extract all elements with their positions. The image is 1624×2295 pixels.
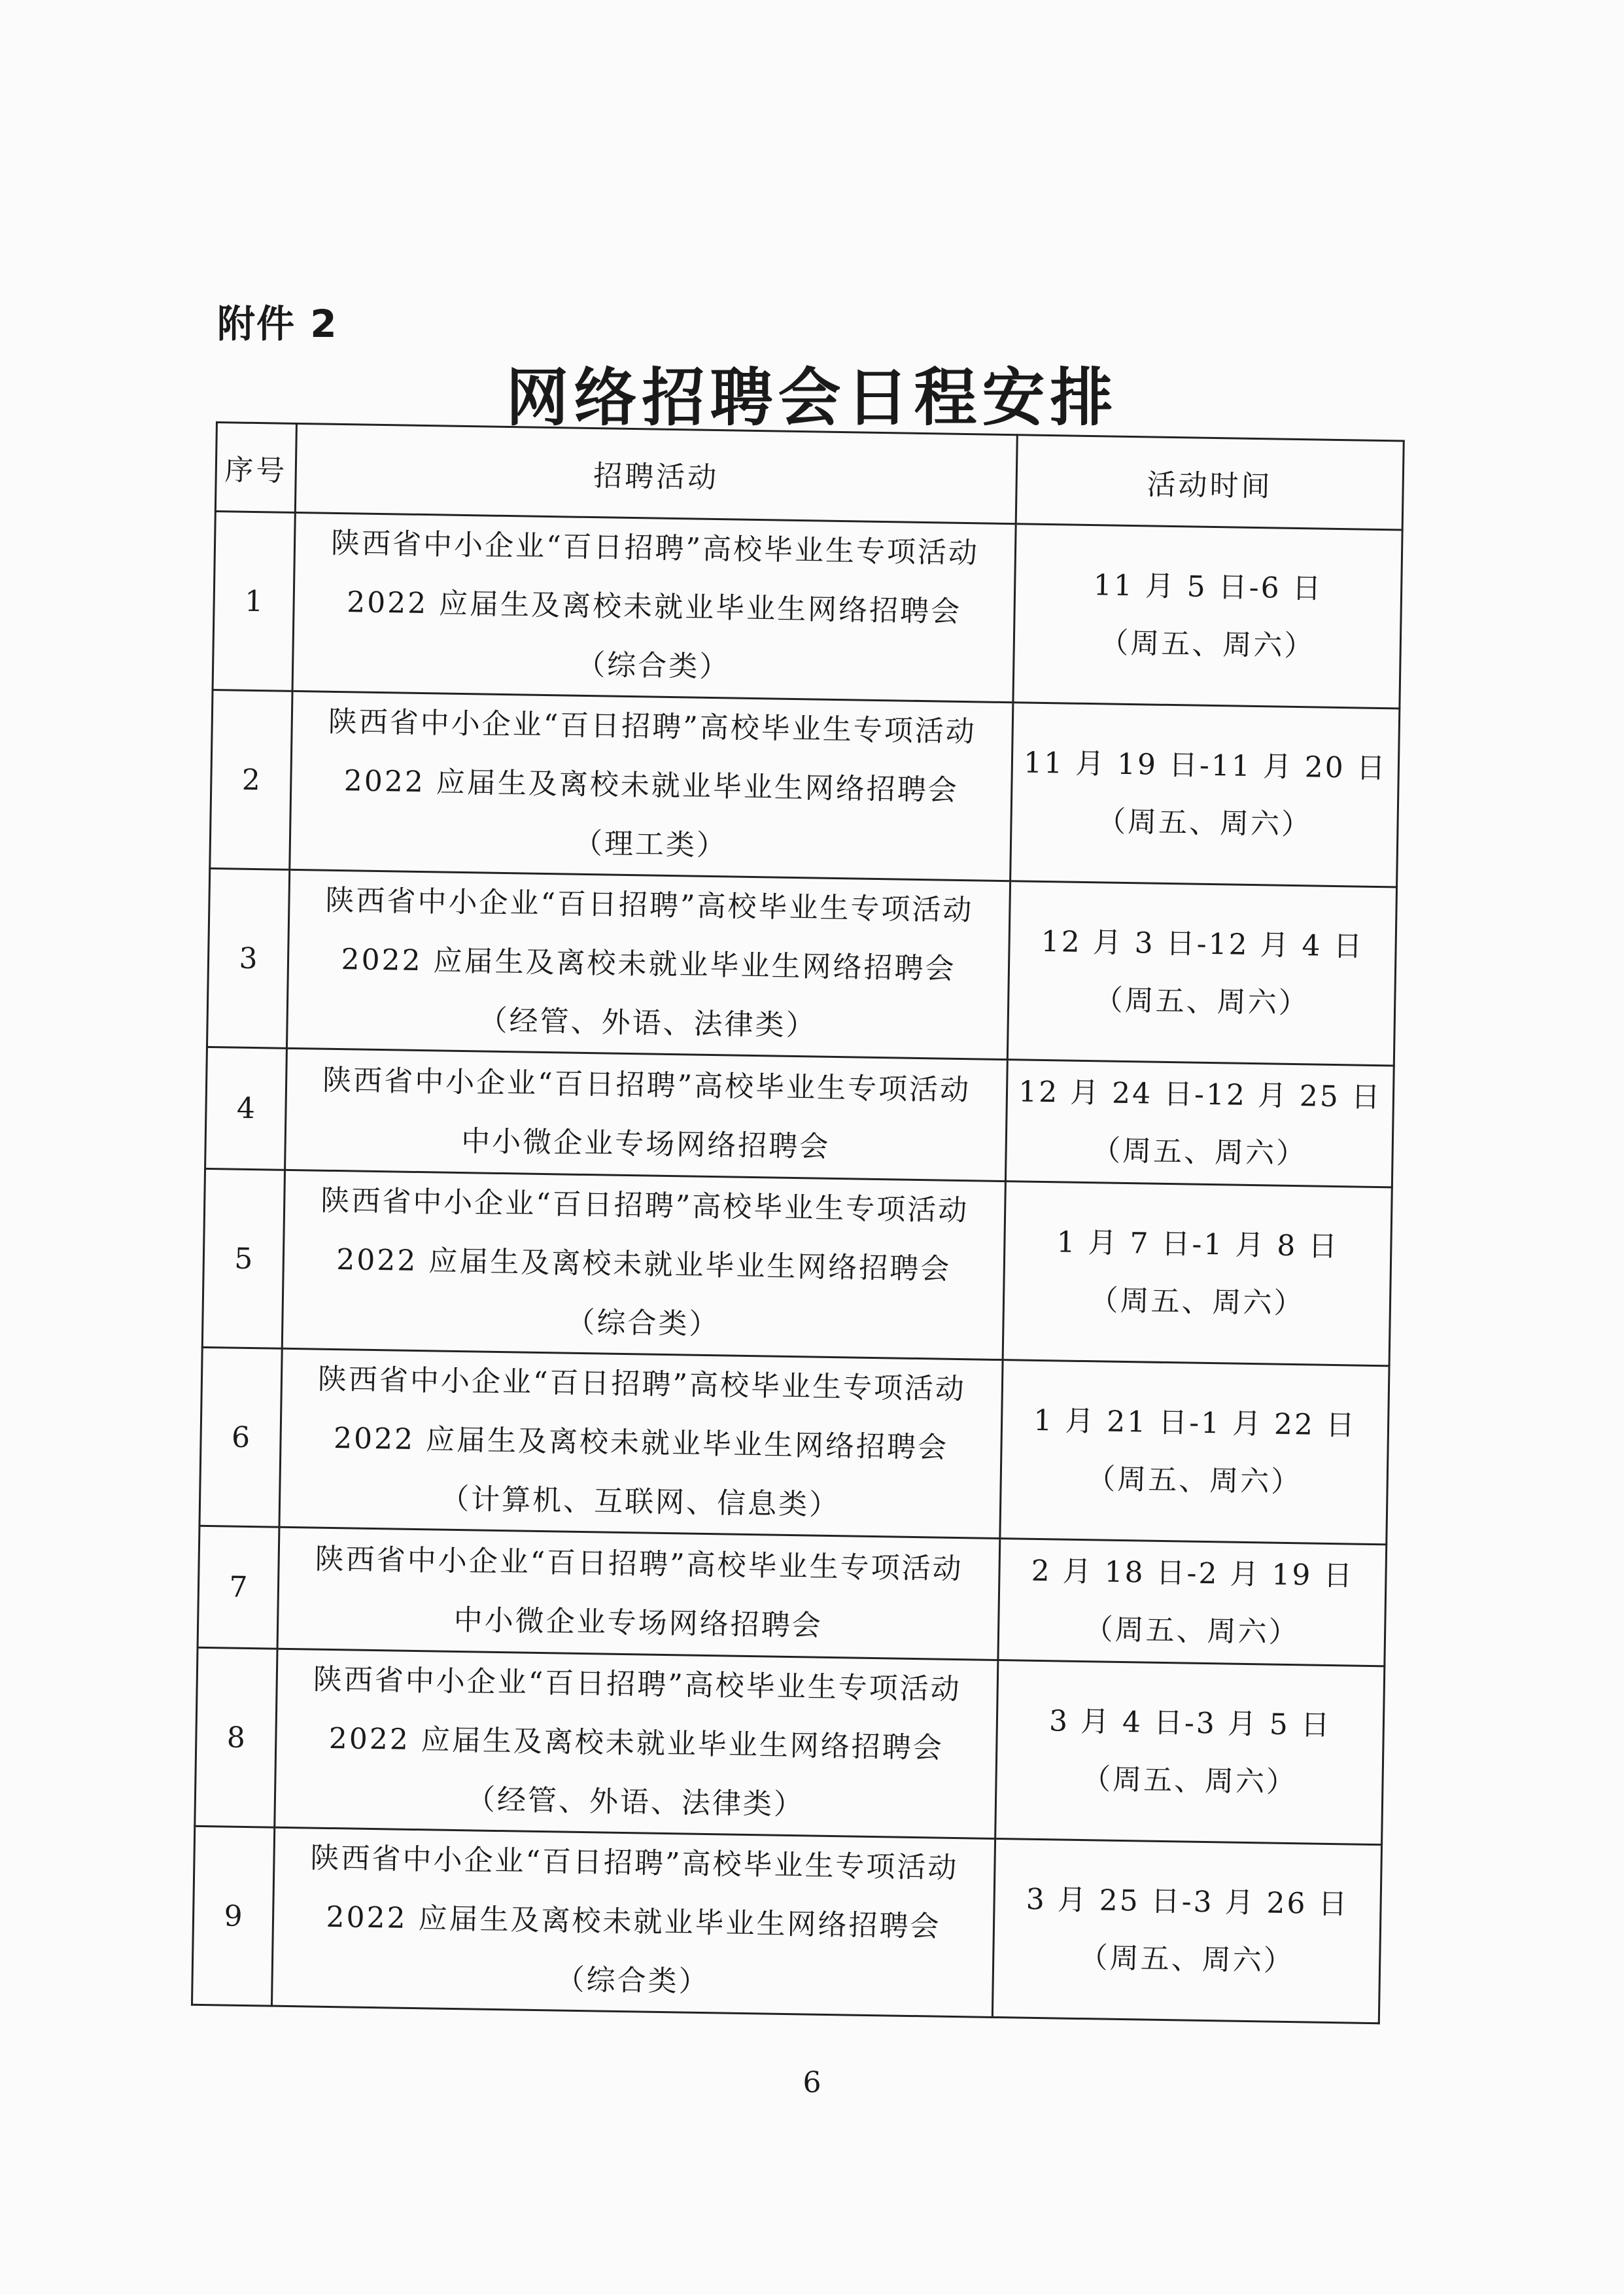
time-cell (998, 1539, 1387, 1666)
time-date: 11 月 5 日-6 日 (1093, 569, 1323, 606)
activity-line: 陕西省中小企业“百日招聘”高校毕业生专项活动 (317, 1362, 967, 1407)
activity-line: 陕西省中小企业“百日招聘”高校毕业生专项活动 (325, 883, 974, 928)
activity-line: 陕西省中小企业“百日招聘”高校毕业生专项活动 (328, 705, 977, 749)
activity-cell (277, 1527, 1000, 1660)
table-row (192, 1826, 1381, 2023)
row-number: 3 (207, 868, 289, 1048)
row-number: 6 (199, 1347, 282, 1527)
time-date: 3 月 25 日-3 月 26 日 (1026, 1882, 1349, 1921)
activity-line: 陕西省中小企业“百日招聘”高校毕业生专项活动 (330, 526, 980, 570)
activity-line: 陕西省中小企业“百日招聘”高校毕业生专项活动 (315, 1542, 963, 1586)
header-activity: 招聘活动 (295, 423, 1017, 523)
time-weekday: （周五、周六） (1086, 1462, 1302, 1499)
row-number: 2 (210, 690, 292, 869)
activity-cell (286, 869, 1010, 1059)
activity-line: 陕西省中小企业“百日招聘”高校毕业生专项活动 (322, 1063, 971, 1107)
time-date: 3 月 4 日-3 月 5 日 (1048, 1704, 1332, 1743)
row-number: 8 (195, 1647, 277, 1827)
table-row (213, 512, 1402, 709)
activity-line: 陕西省中小企业“百日招聘”高校毕业生专项活动 (310, 1841, 959, 1885)
activity-line: （综合类） (566, 1305, 720, 1342)
time-weekday: （周五、周六） (1099, 626, 1315, 663)
activity-line: 陕西省中小企业“百日招聘”高校毕业生专项活动 (313, 1662, 962, 1707)
row-number: 7 (198, 1526, 279, 1649)
row-number: 5 (202, 1168, 285, 1348)
time-weekday: （周五、周六） (1084, 1612, 1300, 1649)
activity-line: 中小微企业专场网络招聘会 (453, 1603, 823, 1643)
activity-line: 陕西省中小企业“百日招聘”高校毕业生专项活动 (320, 1183, 969, 1228)
time-weekday: （周五、周六） (1091, 1133, 1307, 1170)
activity-cell (271, 1827, 995, 2017)
activity-line: 中小微企业专场网络招聘会 (460, 1124, 831, 1164)
page-number: 6 (803, 2066, 821, 2099)
table-row (202, 1168, 1392, 1365)
activity-line: （经管、外语、法律类） (466, 1783, 805, 1822)
activity-cell (275, 1649, 998, 1838)
time-weekday: （周五、周六） (1079, 1941, 1295, 1978)
schedule-table (191, 421, 1405, 2024)
table-row (207, 868, 1396, 1065)
activity-line: 2022 应届生及离校未就业毕业生网络招聘会 (333, 1422, 949, 1465)
table-row (205, 1047, 1394, 1187)
table-row (199, 1347, 1389, 1544)
activity-line: 2022 应届生及离校未就业毕业生网络招聘会 (326, 1900, 941, 1944)
time-cell (995, 1660, 1385, 1845)
row-number: 4 (205, 1047, 287, 1170)
time-cell (992, 1838, 1381, 2023)
time-date: 11 月 19 日-11 月 20 日 (1023, 746, 1388, 786)
time-weekday: （周五、周六） (1094, 983, 1310, 1021)
time-weekday: （周五、周六） (1096, 805, 1313, 842)
activity-cell (290, 691, 1013, 881)
activity-line: 2022 应届生及离校未就业毕业生网络招聘会 (346, 586, 962, 629)
activity-line: （理工类） (573, 826, 728, 863)
activity-line: 2022 应届生及离校未就业毕业生网络招聘会 (328, 1721, 944, 1765)
activity-line: （计算机、互联网、信息类） (440, 1482, 840, 1522)
time-cell (1007, 881, 1396, 1066)
time-date: 1 月 7 日-1 月 8 日 (1056, 1225, 1339, 1264)
time-date: 2 月 18 日-2 月 19 日 (1031, 1554, 1355, 1593)
document-title: 网络招聘会日程安排 (506, 361, 1118, 434)
activity-line: 2022 应届生及离校未就业毕业生网络招聘会 (343, 764, 959, 807)
activity-line: 2022 应届生及离校未就业毕业生网络招聘会 (341, 943, 956, 986)
time-date: 12 月 3 日-12 月 4 日 (1041, 924, 1364, 964)
activity-line: （经管、外语、法律类） (478, 1004, 817, 1043)
activity-cell (279, 1348, 1003, 1538)
header-time: 活动时间 (1016, 435, 1404, 530)
activity-line: （综合类） (555, 1963, 710, 1999)
time-cell (1003, 1182, 1392, 1366)
table-row (210, 690, 1400, 886)
table-row (198, 1526, 1387, 1666)
time-date: 1 月 21 日-1 月 22 日 (1033, 1403, 1357, 1443)
activity-cell (292, 512, 1016, 702)
activity-cell (285, 1048, 1008, 1181)
attachment-label: 附件 2 (217, 302, 338, 346)
time-date: 12 月 24 日-12 月 25 日 (1018, 1074, 1383, 1114)
activity-line: 2022 应届生及离校未就业毕业生网络招聘会 (336, 1243, 952, 1286)
time-cell (1013, 524, 1402, 709)
time-weekday: （周五、周六） (1089, 1284, 1305, 1321)
time-cell (1011, 703, 1400, 887)
row-number: 1 (213, 512, 295, 692)
table-row (195, 1647, 1385, 1844)
time-cell (1005, 1060, 1394, 1187)
time-weekday: （周五、周六） (1081, 1762, 1298, 1800)
activity-cell (282, 1170, 1005, 1359)
activity-line: （综合类） (576, 648, 731, 684)
row-number: 9 (192, 1826, 274, 2006)
header-no: 序号 (215, 423, 296, 513)
time-cell (1000, 1360, 1389, 1545)
